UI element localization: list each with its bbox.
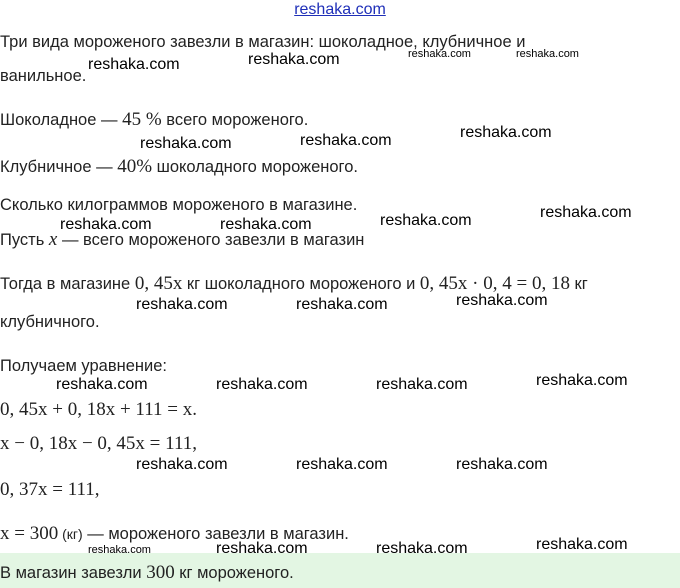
text: — мороженого завезли в магазин. [82, 525, 349, 543]
equation-3: 0, 37x = 111, [0, 479, 100, 500]
text: кг шоколадного мороженого и [182, 275, 420, 293]
math: 40% [117, 156, 153, 177]
watermark: reshaka.com [56, 376, 148, 393]
equation-1: 0, 45x + 0, 18x + 111 = x. [0, 399, 197, 420]
question-line: Сколько килограммов мороженого в магазине. [0, 196, 358, 214]
text: Пусть [0, 231, 49, 249]
strawberry-share-line [0, 157, 358, 177]
watermark: reshaka.com [460, 124, 552, 141]
text: Тогда в магазине [0, 275, 135, 293]
text: Шоколадное — [0, 111, 123, 129]
text: Клубничное — [0, 158, 118, 176]
unit: (кг) [58, 526, 83, 542]
watermark: reshaka.com [540, 204, 632, 221]
text: шоколадного мороженого. [152, 158, 358, 176]
site-link[interactable]: reshaka.com [294, 1, 386, 18]
text: — всего мороженого завезли в магазин [57, 231, 365, 249]
math: 300 [146, 562, 175, 583]
watermark: reshaka.com [300, 132, 392, 149]
answer-line [0, 563, 294, 583]
watermark: reshaka.com [88, 544, 151, 556]
watermark: reshaka.com [296, 296, 388, 313]
watermark: reshaka.com [536, 372, 628, 389]
watermark: reshaka.com [516, 48, 579, 60]
text: кг мороженого. [174, 564, 294, 582]
watermark: reshaka.com [380, 212, 472, 229]
watermark: reshaka.com [60, 216, 152, 233]
watermark: reshaka.com [408, 48, 471, 60]
chocolate-share-line [0, 110, 308, 130]
answer-box [0, 553, 680, 588]
math: 0, 45x [134, 273, 183, 294]
then-line-cont: клубничного. [0, 313, 100, 331]
watermark: reshaka.com [456, 292, 548, 309]
watermark: reshaka.com [216, 540, 308, 557]
watermark: reshaka.com [140, 135, 232, 152]
problem-line-1: Три вида мороженого завезли в магазин: шоколадное, клубничное и [0, 33, 526, 51]
watermark: reshaka.com [220, 216, 312, 233]
then-line [0, 274, 588, 294]
math: x [48, 229, 58, 250]
watermark: reshaka.com [456, 456, 548, 473]
watermark: reshaka.com [296, 456, 388, 473]
math: x = 300 [0, 523, 59, 544]
math: 0, 45x · 0, 4 = 0, 18 [419, 273, 570, 294]
text: кг [569, 275, 588, 293]
equation-2: x − 0, 18x − 0, 45x = 111, [0, 433, 197, 454]
watermark: reshaka.com [376, 540, 468, 557]
problem-line-2: ванильное. [0, 67, 87, 85]
text: всего мороженого. [161, 111, 309, 129]
watermark: reshaka.com [136, 296, 228, 313]
watermark: reshaka.com [136, 456, 228, 473]
text: В магазин завезли [0, 564, 147, 582]
watermark: reshaka.com [216, 376, 308, 393]
watermark: reshaka.com [536, 536, 628, 553]
watermark: reshaka.com [376, 376, 468, 393]
math: 45 % [122, 109, 162, 130]
watermark: reshaka.com [248, 51, 340, 68]
equation-intro: Получаем уравнение: [0, 357, 167, 375]
watermark: reshaka.com [88, 56, 180, 73]
